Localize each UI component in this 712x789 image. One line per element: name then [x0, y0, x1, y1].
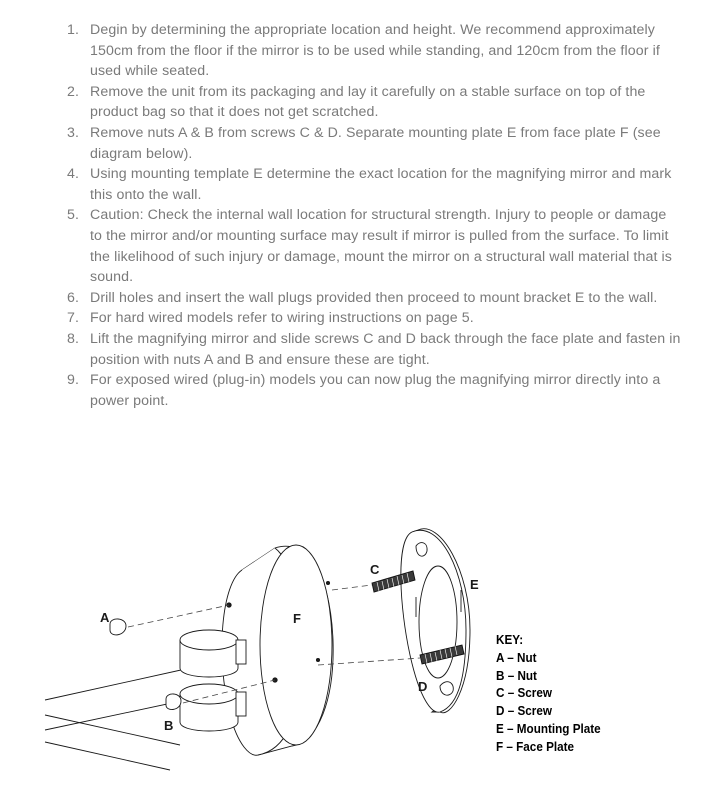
step-text: Drill holes and insert the wall plugs provided then proceed to mount bracket E to the wall.	[90, 289, 658, 306]
step-number: 1.	[67, 22, 80, 38]
step-number: 5.	[67, 207, 80, 224]
instruction-step	[0, 329, 712, 370]
mounting-plate-e	[401, 529, 470, 713]
instruction-step	[0, 20, 712, 82]
instruction-step	[0, 123, 712, 164]
step-number: 2.	[67, 83, 80, 100]
part-label-f: F	[293, 611, 301, 626]
step-number: 4.	[67, 166, 80, 183]
key-item: D – Screw	[496, 703, 552, 719]
step-number: 8.	[67, 330, 80, 347]
instruction-list	[0, 20, 712, 411]
mirror-arm-tubes	[45, 668, 200, 770]
nut-b	[166, 694, 181, 710]
step-text: Caution: Check the internal wall location for structural strength. Injury to people or damage to the mirror and/or mounting surface may result if mirror is pulled from the surface. To limit the likelihood of such injury or damage, mount the mirror on a structural wall material that is sound.	[90, 207, 672, 286]
step-number: 7.	[67, 310, 80, 327]
step-text: Remove nuts A & B from screws C & D. Separate mounting plate E from face plate F (see diagram below).	[90, 124, 661, 162]
key-item: A – Nut	[496, 649, 537, 665]
instruction-step	[0, 164, 712, 205]
step-text: For exposed wired (plug-in) models you can now plug the magnifying mirror directly into a power point.	[90, 372, 661, 409]
key-title: KEY:	[496, 632, 524, 647]
exploded-mounting-diagram	[0, 500, 712, 789]
parts-key	[496, 631, 601, 756]
step-text: For hard wired models refer to wiring instructions on page 5.	[90, 310, 474, 327]
key-item: E – Mounting Plate	[496, 720, 601, 736]
step-text: Degin by determining the appropriate location and height. We recommend approximately 150cm from the floor if the mirror is to be used while standing, and 120cm from the floor if used while seated.	[90, 22, 660, 80]
step-number: 3.	[67, 124, 80, 141]
instruction-step	[0, 288, 712, 309]
instruction-step	[0, 205, 712, 287]
step-number: 9.	[67, 372, 80, 389]
key-item: C – Screw	[496, 685, 552, 701]
instruction-step	[0, 82, 712, 123]
step-text: Lift the magnifying mirror and slide screws C and D back through the face plate and fasten in position with nuts A and B and ensure these are tight.	[90, 330, 681, 368]
part-label-a: A	[100, 610, 110, 625]
key-item: F – Face Plate	[496, 738, 575, 754]
step-number: 6.	[67, 289, 80, 306]
nut-a	[110, 619, 126, 635]
instruction-step	[0, 370, 712, 411]
step-text: Using mounting template E determine the exact location for the magnifying mirror and mark this onto the wall.	[90, 166, 672, 203]
instruction-step	[0, 308, 712, 329]
part-label-e: E	[470, 577, 479, 592]
key-item: B – Nut	[496, 667, 537, 683]
part-label-c: C	[370, 562, 380, 577]
part-label-b: B	[164, 718, 174, 733]
part-label-d: D	[418, 679, 428, 694]
step-text: Remove the unit from its packaging and lay it carefully on a stable surface on top of the product bag so that it does not get scratched.	[90, 83, 646, 121]
